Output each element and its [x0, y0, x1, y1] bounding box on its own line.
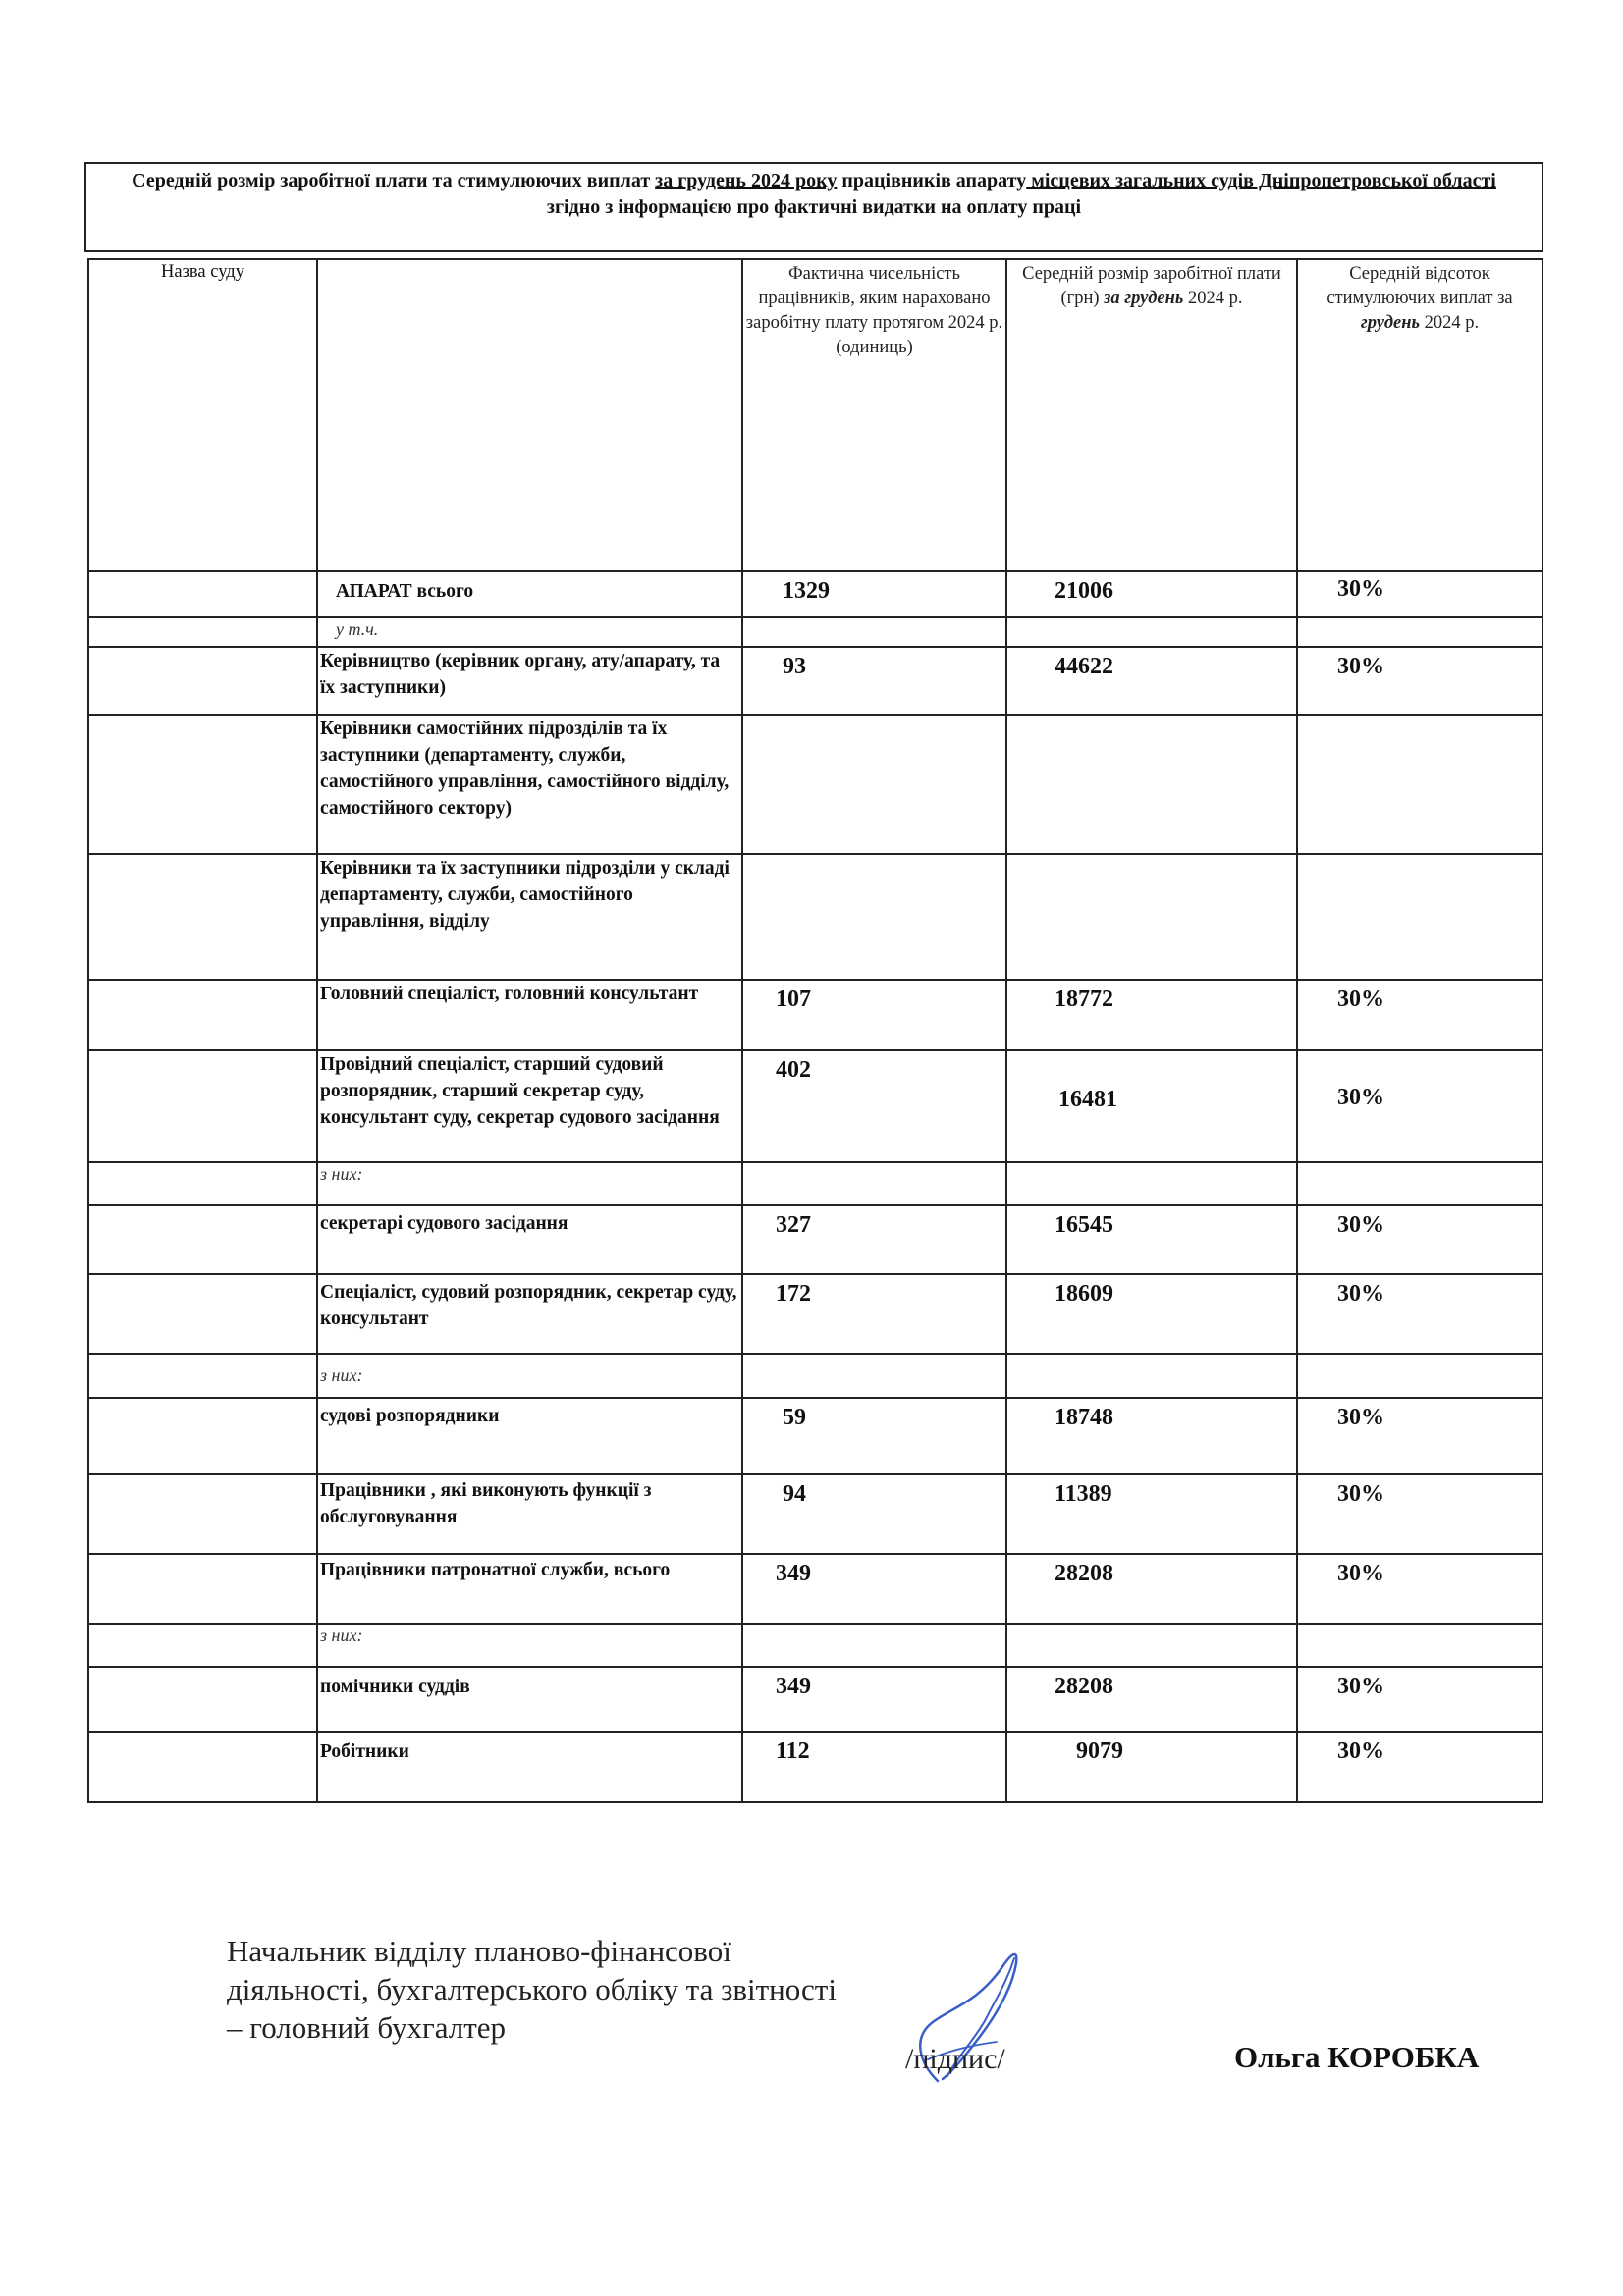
table-row [88, 1667, 1542, 1732]
row-avg [1006, 715, 1297, 854]
signature-mark: /підпис/ [905, 2043, 1005, 2075]
row-avg: 28208 [1006, 1554, 1297, 1624]
table-row [88, 980, 1542, 1050]
header-court: Назва суду [88, 259, 317, 571]
header-pct-text: Середній відсоток стимулюючих виплат за [1326, 264, 1513, 308]
header-avg-em: за грудень [1104, 289, 1184, 308]
table-row [88, 1398, 1542, 1474]
row-count: 107 [742, 980, 1006, 1050]
row-count: 327 [742, 1205, 1006, 1274]
title-part2: працівників апарату [837, 170, 1027, 191]
header-category [317, 259, 742, 571]
table-row [88, 1205, 1542, 1274]
signatory-name: Ольга КОРОБКА [1234, 2040, 1480, 2074]
table-row [88, 1554, 1542, 1624]
row-note: з них: [317, 1354, 742, 1398]
title-line3: згідно з інформацією про фактичні видатки на оплату праці [546, 196, 1082, 218]
row-count [742, 715, 1006, 854]
row-avg [1006, 854, 1297, 980]
table-row [88, 1474, 1542, 1554]
row-note: з них: [317, 1162, 742, 1205]
header-pct-em: грудень [1360, 313, 1420, 333]
row-label: Керівники та їх заступники підрозділи у складі департаменту, служби, самостійного управління, відділу [317, 854, 742, 980]
row-label: АПАРАТ всього [317, 571, 742, 617]
table-row [88, 617, 1542, 647]
row-count: 349 [742, 1667, 1006, 1732]
row-avg: 9079 [1006, 1732, 1297, 1802]
header-avg [1006, 259, 1297, 571]
row-avg: 18748 [1006, 1398, 1297, 1474]
table-row [88, 1162, 1542, 1205]
row-label: Керівники самостійних підрозділів та їх заступники (департаменту, служби, самостійного управління, самостійного відділу, самостійного сектору) [317, 715, 742, 854]
salary-table [87, 258, 1543, 1803]
row-pct: 30% [1297, 1274, 1542, 1354]
row-count: 172 [742, 1274, 1006, 1354]
row-count: 112 [742, 1732, 1006, 1802]
table-row [88, 1274, 1542, 1354]
row-label: Працівники патронатної служби, всього [317, 1554, 742, 1624]
row-label: судові розпорядники [317, 1398, 742, 1474]
row-note: у т.ч. [317, 617, 742, 647]
row-label: Спеціаліст, судовий розпорядник, секретар суду, консультант [317, 1274, 742, 1354]
row-avg: 16545 [1006, 1205, 1297, 1274]
row-pct [1297, 715, 1542, 854]
row-pct: 30% [1297, 1732, 1542, 1802]
table-row [88, 1732, 1542, 1802]
row-note: з них: [317, 1624, 742, 1667]
row-avg: 28208 [1006, 1667, 1297, 1732]
row-count [742, 854, 1006, 980]
row-pct: 30% [1297, 1667, 1542, 1732]
row-pct: 30% [1297, 571, 1542, 617]
row-label: помічники суддів [317, 1667, 742, 1732]
row-label: секретарі судового засідання [317, 1205, 742, 1274]
table-row [88, 715, 1542, 854]
header-count: Фактична чисельність працівників, яким нараховано заробітну плату протягом 2024 р. (одиниць) [742, 259, 1006, 571]
row-count: 349 [742, 1554, 1006, 1624]
table-title [84, 162, 1543, 252]
table-row [88, 1354, 1542, 1398]
row-pct: 30% [1297, 980, 1542, 1050]
table-row [88, 571, 1542, 617]
header-row [88, 259, 1542, 571]
header-pct [1297, 259, 1542, 571]
title-part1: Середній розмір заробітної плати та стимулюючих виплат [132, 170, 656, 191]
header-avg-year: 2024 р. [1183, 289, 1243, 308]
row-count: 402 [742, 1050, 1006, 1162]
title-courts: місцевих загальних судів Дніпропетровської області [1026, 170, 1496, 191]
row-label: Керівництво (керівник органу, ату/апарату, та їх заступники) [317, 647, 742, 715]
table-row [88, 1624, 1542, 1667]
row-pct: 30% [1297, 647, 1542, 715]
row-avg: 11389 [1006, 1474, 1297, 1554]
row-avg: 16481 [1006, 1050, 1297, 1162]
row-pct: 30% [1297, 1398, 1542, 1474]
row-pct: 30% [1297, 1050, 1542, 1162]
signatory-position: Начальник відділу планово-фінансової діяльності, бухгалтерського обліку та звітності – головний бухгалтер [227, 1934, 837, 2045]
row-pct: 30% [1297, 1205, 1542, 1274]
row-label: Працівники , які виконують функції з обслуговування [317, 1474, 742, 1554]
table-row [88, 1050, 1542, 1162]
row-avg: 18609 [1006, 1274, 1297, 1354]
table-row [88, 647, 1542, 715]
row-avg: 21006 [1006, 571, 1297, 617]
row-pct [1297, 854, 1542, 980]
row-count: 59 [742, 1398, 1006, 1474]
row-pct: 30% [1297, 1474, 1542, 1554]
row-avg: 44622 [1006, 647, 1297, 715]
title-period: за грудень 2024 року [655, 170, 838, 191]
row-count: 94 [742, 1474, 1006, 1554]
row-count: 93 [742, 647, 1006, 715]
table-row [88, 854, 1542, 980]
header-pct-year: 2024 р. [1419, 313, 1480, 333]
row-label: Провідний спеціаліст, старший судовий розпорядник, старший секретар суду, консультант суду, секретар судового засідання [317, 1050, 742, 1162]
header-avg-text: Середній розмір заробітної плати (грн) [1022, 264, 1281, 308]
row-count: 1329 [742, 571, 1006, 617]
row-label: Робітники [317, 1732, 742, 1802]
row-label: Головний спеціаліст, головний консультант [317, 980, 742, 1050]
row-avg: 18772 [1006, 980, 1297, 1050]
row-pct: 30% [1297, 1554, 1542, 1624]
